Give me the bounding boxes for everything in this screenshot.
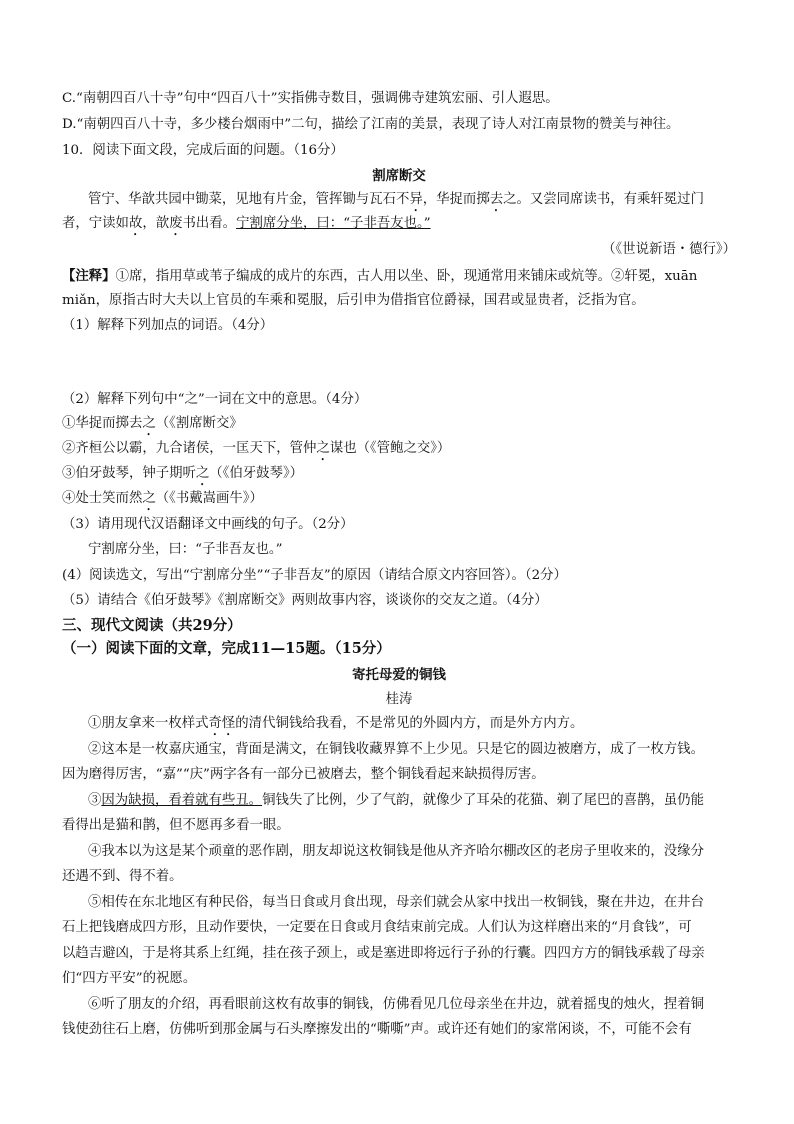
zhi-item-3: ③伯牙鼓琴，钟子期听之（《伯牙鼓琴》） [62, 466, 304, 481]
underlined-sentence: 宁割席分坐，曰：“子非吾友也。” [236, 216, 431, 231]
q10-intro: 10．阅读下面文段，完成后面的问题。（16分） [62, 143, 344, 158]
article-p5-line-4: 们“四方平安”的祝愿。 [62, 971, 197, 986]
article-p5-line-3: 以趋吉避凶，于是将其系上红绳，挂在孩子颈上，或是塞进即将远行子孙的行囊。四四方方的铜钱承载了母亲 [62, 946, 705, 961]
dotted-word-qu: 去 [489, 192, 504, 207]
q9-option-d: D.“南朝四百八十寺，多少楼台烟雨中”二句，描绘了江南的美景，表现了诗人对江南景物的赞美与神往。 [62, 117, 680, 132]
article-title: 寄托母爱的铜钱 [352, 667, 446, 683]
article-p5-line-2: 石上把钱磨成四方形，且动作要快，一定要在日食或月食结束前完成。人们认为这样磨出来的“月食钱”，可 [62, 920, 692, 935]
article-p2-line-1: ②这本是一枚嘉庆通宝，背面是满文，在铜钱收藏界算不上少见。只是它的圆边被磨方，成了一枚方钱。 [88, 742, 704, 757]
passage-line-1: 管宁、华歆共园中锄菜，见地有片金，管挥锄与瓦石不异，华捉而掷去之。又尝同席读书，有乘轩冕过门 [88, 192, 704, 207]
passage-line-2: 者，宁读如故，歆废书出看。宁割席分坐，曰：“子非吾友也。” [62, 216, 431, 231]
article-p4-line-2: 还遇不到、得不着。 [62, 869, 183, 884]
annotation-line-1: 【注释】①席，指用草或苇子编成的成片的东西，古人用以坐、卧，现通常用来铺床或炕等。②轩冕，xuān [62, 268, 698, 284]
section-3-part-1: （一）阅读下面的文章，完成11—15题。（15分） [62, 640, 391, 657]
sub-question-3: （3）请用现代汉语翻译文中画线的句子。（2分） [62, 517, 354, 532]
sub-question-1: （1）解释下列加点的词语。（4分） [62, 318, 274, 333]
sub-question-5: （5）请结合《伯牙鼓琴》《割席断交》两则故事内容，谈谈你的交友之道。（4分） [62, 593, 548, 608]
article-p1: ①朋友拿来一枚样式奇怪的清代铜钱给我看，不是常见的外圆内方，而是外方内方。 [88, 716, 584, 731]
article-p6-line-2: 钱使劲往石上磨，仿佛听到那金属与石头摩擦发出的“嘶嘶”声。或许还有她们的家常闲谈，不，可能不会有 [62, 1022, 692, 1037]
sub-question-2: （2）解释下列句中“之”一词在文中的意思。（4分） [62, 392, 368, 407]
dotted-word-gu: 故 [128, 216, 143, 231]
underlined-phrase: 因为缺损，看着就有些丑。 [101, 793, 263, 808]
zhi-item-1: ①华捉而掷去之（《割席断交》 [62, 416, 243, 431]
article-p3-line-2: 看得出是猫和鹊，但不愿再多看一眼。 [62, 818, 290, 833]
article-p3-line-1: ③因为缺损，看着就有些丑。铜钱失了比例，少了气韵，就像少了耳朵的花猫、剃了尾巴的喜鹊，虽仍能 [88, 793, 704, 808]
dotted-word-qiguai: 奇怪 [208, 716, 236, 731]
passage-source: （《世说新语・德行》） [602, 242, 736, 257]
zhi-item-2: ②齐桓公以霸，九合诸侯，一匡天下，管仲之谋也（《管鲍之交》） [62, 441, 451, 456]
sub-question-3-quote: 宁割席分坐，曰：“子非吾友也。” [88, 542, 283, 557]
article-author: 桂涛 [385, 692, 413, 707]
dotted-word-fei: 废 [169, 216, 183, 231]
article-p4-line-1: ④我本以为这是某个顽童的恶作剧，朋友却说这枚铜钱是他从齐齐哈尔棚改区的老房子里收来的，没缘分 [88, 844, 704, 859]
article-p6-line-1: ⑥听了朋友的介绍，再看眼前这枚有故事的铜钱，仿佛看见几位母亲坐在井边，就着摇曳的烛火，捏着铜 [88, 997, 704, 1012]
dotted-word-yi: 异 [409, 192, 423, 207]
article-p5-line-1: ⑤相传在东北地区有种民俗，每当日食或月食出现，母亲们就会从家中找出一枚铜钱，聚在井边，在井台 [88, 895, 704, 910]
q9-option-c: C.“南朝四百八十寺”句中“四百八十”实指佛寺数目，强调佛寺建筑宏丽、引人遐思。 [62, 91, 559, 106]
article-p2-line-2: 因为磨得厉害，“嘉”“庆”两字各有一部分已被磨去，整个铜钱看起来缺损得厉害。 [62, 767, 545, 782]
annotation-line-2: miǎn，原指古时大夫以上官员的车乘和冕服，后引申为借指官位爵禄，国君或显贵者，泛指为官。 [62, 293, 645, 308]
section-3-heading: 三、现代文阅读（共29分） [62, 617, 242, 634]
zhi-item-4: ④处士笑而然之（《书戴嵩画牛》） [62, 491, 263, 506]
sub-question-4: (4）阅读选文，写出“宁割席分坐”“子非吾友”的原因（请结合原文内容回答）。（2分） [62, 568, 567, 583]
passage-title: 割席断交 [372, 168, 426, 184]
